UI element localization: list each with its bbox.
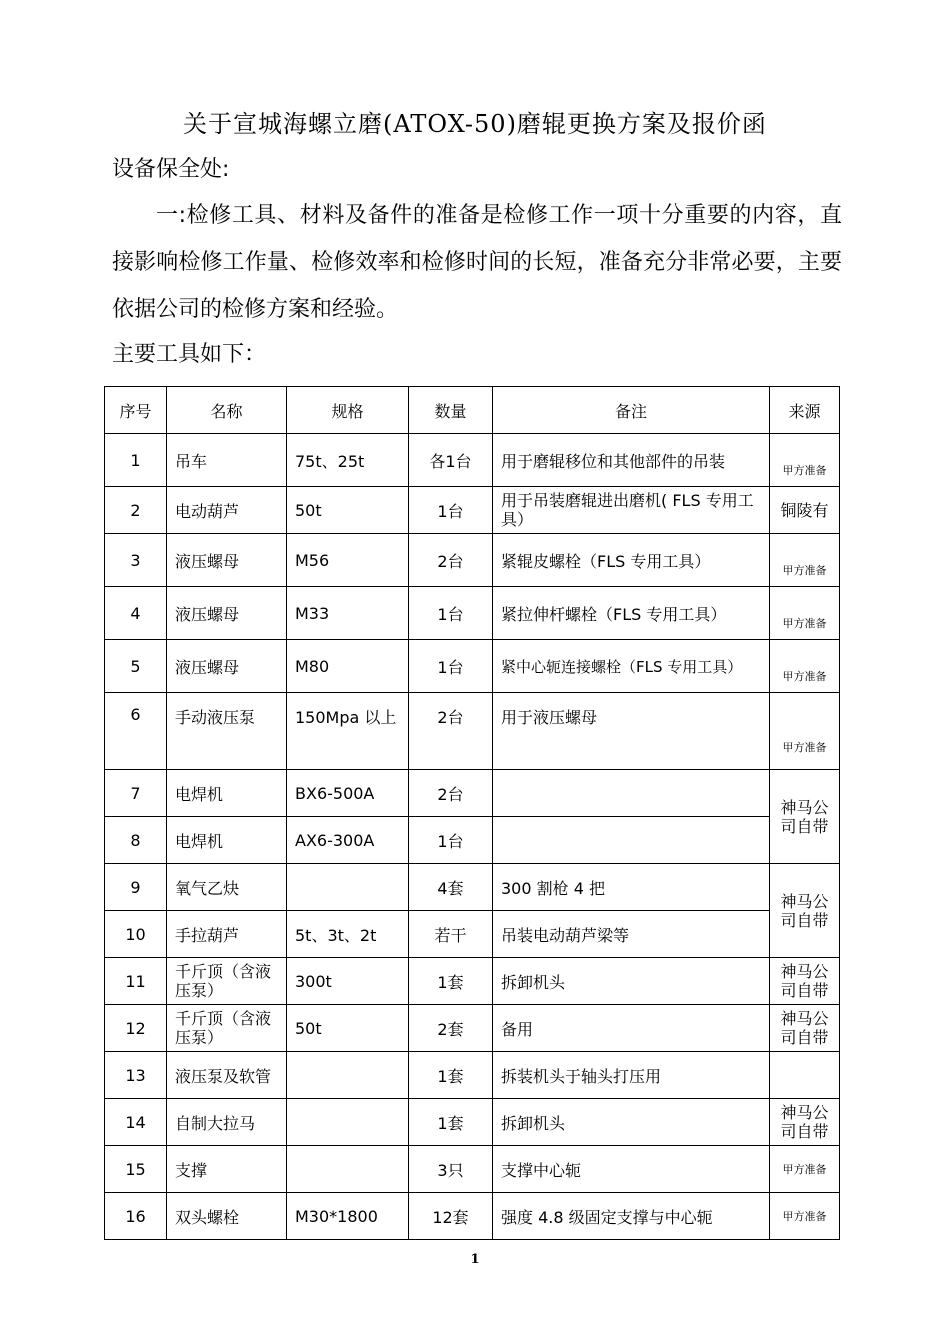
cell-name: 双头螺栓 — [167, 1193, 287, 1240]
cell-source: 甲方准备 — [770, 587, 840, 640]
cell-spec — [287, 1052, 409, 1099]
cell-note — [493, 770, 770, 817]
header-index: 序号 — [105, 387, 167, 434]
cell-spec: M33 — [287, 587, 409, 640]
cell-spec — [287, 1146, 409, 1193]
cell-source: 甲方准备 — [770, 1193, 840, 1240]
cell-note: 吊装电动葫芦梁等 — [493, 911, 770, 958]
table-row — [105, 640, 840, 693]
cell-quantity: 1台 — [409, 587, 493, 640]
cell-source: 甲方准备 — [770, 693, 840, 770]
cell-source: 神马公司自带 — [770, 770, 840, 864]
cell-note: 用于磨辊移位和其他部件的吊装 — [493, 434, 770, 487]
tools-table — [104, 386, 840, 1240]
cell-index: 7 — [105, 770, 167, 817]
header-name: 名称 — [167, 387, 287, 434]
table-header-row — [105, 387, 840, 434]
cell-quantity: 1台 — [409, 817, 493, 864]
cell-quantity: 1台 — [409, 640, 493, 693]
table-row — [105, 1052, 840, 1099]
header-quantity: 数量 — [409, 387, 493, 434]
cell-index: 11 — [105, 958, 167, 1005]
cell-index: 10 — [105, 911, 167, 958]
table-row — [105, 911, 840, 958]
cell-name: 千斤顶（含液压泵） — [167, 1005, 287, 1052]
cell-name: 电动葫芦 — [167, 487, 287, 534]
cell-name: 液压螺母 — [167, 587, 287, 640]
cell-note: 紧中心轭连接螺栓（FLS 专用工具） — [493, 640, 770, 693]
cell-note: 用于吊装磨辊进出磨机( FLS 专用工具） — [493, 487, 770, 534]
cell-index: 3 — [105, 534, 167, 587]
cell-index: 6 — [105, 693, 167, 770]
table-row — [105, 1005, 840, 1052]
cell-note: 用于液压螺母 — [493, 693, 770, 770]
cell-source: 甲方准备 — [770, 434, 840, 487]
cell-quantity: 2台 — [409, 693, 493, 770]
table-row — [105, 434, 840, 487]
cell-name: 吊车 — [167, 434, 287, 487]
cell-note: 拆卸机头 — [493, 1099, 770, 1146]
cell-spec: M30*1800 — [287, 1193, 409, 1240]
cell-spec: 50t — [287, 1005, 409, 1052]
cell-name: 电焊机 — [167, 817, 287, 864]
cell-index: 9 — [105, 864, 167, 911]
cell-quantity: 各1台 — [409, 434, 493, 487]
cell-note: 拆装机头于轴头打压用 — [493, 1052, 770, 1099]
cell-quantity: 12套 — [409, 1193, 493, 1240]
cell-note: 拆卸机头 — [493, 958, 770, 1005]
cell-spec: AX6-300A — [287, 817, 409, 864]
cell-note: 强度 4.8 级固定支撑与中心轭 — [493, 1193, 770, 1240]
cell-source: 甲方准备 — [770, 640, 840, 693]
cell-index: 4 — [105, 587, 167, 640]
cell-index: 2 — [105, 487, 167, 534]
cell-index: 5 — [105, 640, 167, 693]
cell-source: 甲方准备 — [770, 1146, 840, 1193]
cell-quantity: 3只 — [409, 1146, 493, 1193]
header-note: 备注 — [493, 387, 770, 434]
cell-quantity: 若干 — [409, 911, 493, 958]
tools-subheading: 主要工具如下： — [112, 342, 267, 367]
cell-name: 支撑 — [167, 1146, 287, 1193]
cell-source: 甲方准备 — [770, 534, 840, 587]
cell-source: 神马公司自带 — [770, 958, 840, 1005]
table-row — [105, 487, 840, 534]
cell-quantity: 1套 — [409, 958, 493, 1005]
cell-spec: 50t — [287, 487, 409, 534]
cell-name: 手拉葫芦 — [167, 911, 287, 958]
table-row — [105, 864, 840, 911]
document-title: 关于宣城海螺立磨(ATOX-50)磨辊更换方案及报价函 — [183, 110, 767, 138]
table-row — [105, 1099, 840, 1146]
cell-source: 铜陵有 — [770, 487, 840, 534]
cell-quantity: 2台 — [409, 534, 493, 587]
cell-quantity: 1套 — [409, 1052, 493, 1099]
page-number: 1 — [470, 1252, 480, 1267]
cell-spec: 75t、25t — [287, 434, 409, 487]
cell-index: 1 — [105, 434, 167, 487]
cell-name: 液压泵及软管 — [167, 1052, 287, 1099]
cell-index: 13 — [105, 1052, 167, 1099]
cell-quantity: 1台 — [409, 487, 493, 534]
cell-name: 液压螺母 — [167, 534, 287, 587]
table-row — [105, 817, 840, 864]
cell-quantity: 2套 — [409, 1005, 493, 1052]
salutation: 设备保全处: — [112, 157, 230, 182]
cell-note: 紧拉伸杆螺栓（FLS 专用工具） — [493, 587, 770, 640]
table-row — [105, 1146, 840, 1193]
cell-name: 电焊机 — [167, 770, 287, 817]
cell-note: 备用 — [493, 1005, 770, 1052]
cell-source — [770, 1052, 840, 1099]
cell-index: 12 — [105, 1005, 167, 1052]
cell-spec — [287, 1099, 409, 1146]
cell-quantity: 1套 — [409, 1099, 493, 1146]
table-row — [105, 587, 840, 640]
cell-note — [493, 817, 770, 864]
header-source: 来源 — [770, 387, 840, 434]
cell-name: 千斤顶（含液压泵） — [167, 958, 287, 1005]
intro-paragraph: 一:检修工具、材料及备件的准备是检修工作一项十分重要的内容，直接影响检修工作量、检修效率和检修时间的长短，准备充分非常必要，主要依据公司的检修方案和经验。 — [112, 203, 842, 322]
cell-index: 14 — [105, 1099, 167, 1146]
cell-spec: 150Mpa 以上 — [287, 693, 409, 770]
cell-source: 神马公司自带 — [770, 1099, 840, 1146]
cell-note: 支撑中心轭 — [493, 1146, 770, 1193]
cell-name: 手动液压泵 — [167, 693, 287, 770]
cell-spec: 5t、3t、2t — [287, 911, 409, 958]
cell-spec — [287, 864, 409, 911]
cell-name: 自制大拉马 — [167, 1099, 287, 1146]
cell-name: 液压螺母 — [167, 640, 287, 693]
table-row — [105, 770, 840, 817]
cell-quantity: 4套 — [409, 864, 493, 911]
cell-index: 16 — [105, 1193, 167, 1240]
cell-index: 8 — [105, 817, 167, 864]
cell-spec: M56 — [287, 534, 409, 587]
cell-quantity: 2台 — [409, 770, 493, 817]
cell-spec: 300t — [287, 958, 409, 1005]
header-spec: 规格 — [287, 387, 409, 434]
cell-note: 300 割枪 4 把 — [493, 864, 770, 911]
table-row — [105, 958, 840, 1005]
cell-spec: BX6-500A — [287, 770, 409, 817]
cell-source: 神马公司自带 — [770, 1005, 840, 1052]
cell-index: 15 — [105, 1146, 167, 1193]
cell-source: 神马公司自带 — [770, 864, 840, 958]
cell-name: 氧气乙炔 — [167, 864, 287, 911]
table-row — [105, 534, 840, 587]
cell-spec: M80 — [287, 640, 409, 693]
table-row — [105, 693, 840, 770]
cell-note: 紧辊皮螺栓（FLS 专用工具） — [493, 534, 770, 587]
table-row — [105, 1193, 840, 1240]
